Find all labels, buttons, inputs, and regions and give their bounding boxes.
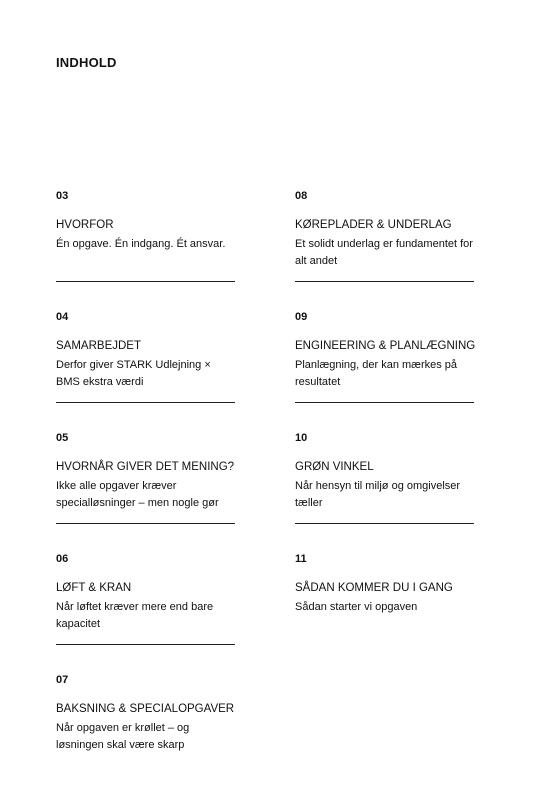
toc-description: Sådan starter vi opgaven [295,601,418,613]
divider [295,402,474,403]
toc-entry-baksning[interactable] [56,673,235,794]
divider [56,523,235,524]
toc-page-number: 03 [56,190,69,202]
toc-entry-koereplader[interactable] [295,189,474,310]
toc-page-number: 09 [295,311,308,323]
divider [56,281,235,282]
divider [295,281,474,282]
toc-column-left [56,189,235,794]
toc-heading: SÅDAN KOMMER DU I GANG [295,582,453,594]
toc-entry-kom-i-gang[interactable] [295,552,474,673]
toc-heading: LØFT & KRAN [56,582,132,594]
toc-entry-groen-vinkel[interactable] [295,431,474,552]
toc-page-number: 04 [56,311,69,323]
toc-entry-hvornaar[interactable] [56,431,235,552]
toc-heading: HVORNÅR GIVER DET MENING? [56,461,235,473]
toc-heading: SAMARBEJDET [56,340,141,352]
toc-description: Når opgaven er krøllet – og løsningen skal være skarp [56,722,190,751]
toc-page-number: 08 [295,190,308,202]
toc-description: Når løftet kræver mere end bare kapacitet [56,601,214,630]
toc-description: Når hensyn til miljø og omgivelser tæller [295,480,461,509]
toc-description: Ikke alle opgaver kræver specialløsninger – men nogle gør [56,480,219,509]
toc-entry-hvorfor[interactable] [56,189,235,310]
toc-column-right [295,189,474,673]
divider [295,523,474,524]
toc-page-number: 11 [295,553,307,565]
toc-description: Derfor giver STARK Udlejning × BMS ekstra værdi [56,359,211,388]
toc-page-number: 06 [56,553,69,565]
toc-heading: GRØN VINKEL [295,461,374,473]
toc-entry-loeft-kran[interactable] [56,552,235,673]
toc-description: Planlægning, der kan mærkes på resultatet [295,359,458,388]
toc-page-number: 05 [56,432,69,444]
toc-entry-engineering[interactable] [295,310,474,431]
toc-heading: BAKSNING & SPECIALOPGAVER [56,703,235,715]
toc-description: Et solidt underlag er fundamentet for alt andet [295,238,473,267]
page-title: INDHOLD [56,55,117,70]
divider [56,644,235,645]
toc-page-number: 07 [56,674,69,686]
toc-heading: KØREPLADER & UNDERLAG [295,219,452,231]
divider [56,402,235,403]
toc-description: Én opgave. Én indgang. Ét ansvar. [56,238,226,250]
toc-heading: HVORFOR [56,219,114,231]
toc-page-number: 10 [295,432,308,444]
toc-heading: ENGINEERING & PLANLÆGNING [295,340,476,352]
toc-entry-samarbejdet[interactable] [56,310,235,431]
